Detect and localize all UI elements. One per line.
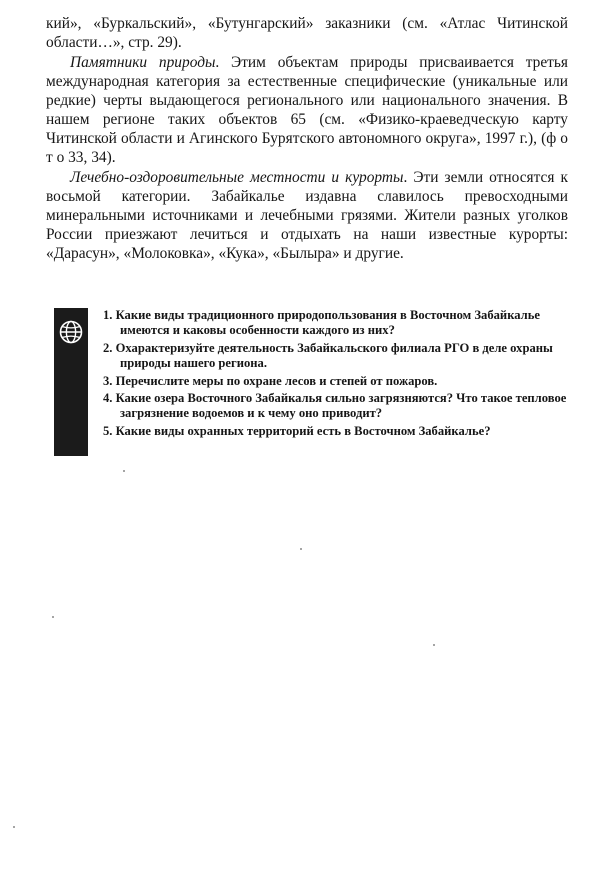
scan-speck — [52, 616, 54, 618]
scan-speck — [300, 548, 302, 550]
scan-speck — [433, 644, 435, 646]
term-nature-monuments: Памятники природы — [70, 54, 216, 71]
paragraph-nature-monuments-text: . Этим объектам природы присваивается третья международная категория за естественные специфические (уникальные или редкие) черты выдающегося регионального или национального значения. В нашем регионе таких объектов 65 (см. «Физико-краеведческую карту Читинской области и Агинского Бурятского автономного округа», 1997 г.), (ф о т о 33, 34). — [46, 54, 568, 166]
globe-icon — [59, 320, 83, 344]
question-item: 5. Какие виды охранных территорий есть в Восточном Забайкалье? — [103, 423, 491, 438]
question-item: 3. Перечислите меры по охране лесов и степей от пожаров. — [103, 373, 438, 388]
scan-speck — [123, 470, 125, 472]
question-item: 2. Охарактеризуйте деятельность Забайкальского филиала РГО в деле охраны природы нашего региона. — [103, 340, 553, 371]
questions-list — [103, 308, 573, 441]
paragraph-nature-monuments — [46, 53, 568, 167]
scan-speck — [13, 826, 15, 828]
term-resorts: Лечебно-оздоровительные местности и курорты — [70, 169, 404, 186]
paragraph-reserves-continued: кий», «Буркальский», «Бутунгарский» заказники (см. «Атлас Читинской области…», стр. 29). — [46, 15, 568, 51]
paragraph-resorts — [46, 168, 568, 263]
question-item: 4. Какие озера Восточного Забайкалья сильно загрязняются? Что такое тепловое загрязнение водоемов и к чему оно приводит? — [103, 391, 567, 421]
main-text — [46, 14, 568, 263]
questions-marker-bar — [54, 308, 88, 456]
paragraph-resorts-text: . Эти земли относятся к восьмой категории. Забайкалье издавна славилось превосходными минеральными источниками и лечебными грязями. Жители разных уголков России приезжают лечиться и отдыхать на наши известные курорты: «Дарасун», «Молоковка», «Кука», «Былыра» и другие. — [46, 169, 568, 262]
question-item: 1. Какие виды традиционного природопользования в Восточном Забайкалье имеются и каковы особенности каждого из них? — [103, 308, 540, 338]
